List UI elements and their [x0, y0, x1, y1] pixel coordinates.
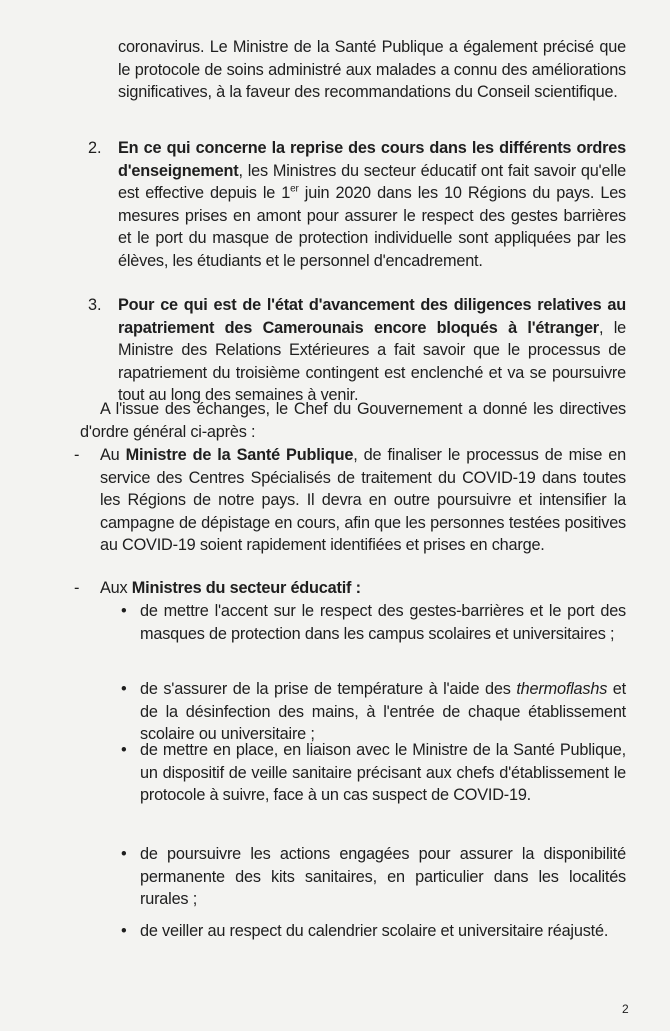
directive-prefix: Au — [100, 446, 126, 464]
bullet-item: de mettre en place, en liaison avec le Ministre de la Santé Publique, un dispositif de veille sanitaire précisant aux chefs d'établissement le protocole à suivre, face à un cas suspect de COVID-19. — [140, 741, 626, 805]
directive-prefix: Aux — [100, 579, 132, 597]
numbered-item-3 — [118, 294, 626, 407]
item-number: 2. — [88, 139, 102, 157]
bullet-text: et de la désinfection des mains, à l'entrée de chaque établissement scolaire ou universitaire ; — [140, 680, 626, 744]
bullet-icon: • — [121, 741, 127, 759]
bullet-icon: • — [121, 602, 127, 620]
bullet-item — [140, 678, 626, 746]
item-heading: En ce qui concerne la reprise des cours dans les différents ordres d'enseignement — [118, 139, 626, 180]
directive-sante — [100, 444, 626, 557]
bullet-item: de poursuivre les actions engagées pour assurer la disponibilité permanente des kits sanitaires, en particulier dans les localités rurales ; — [140, 845, 626, 909]
item-text: , le Ministre des Relations Extérieures a fait savoir que le processus de rapatriement du troisième contingent est enclenché et va se poursuivre tout au long des semaines à venir. — [118, 318, 626, 405]
directive-education — [100, 577, 626, 600]
paragraph-continuation: coronavirus. Le Ministre de la Santé Publique a également précisé que le protocole de soins administré aux malades a connu des améliorations significatives, à la faveur des recommandations du Conseil scientifique. — [118, 38, 626, 102]
item-number: 3. — [88, 296, 102, 314]
item-heading: Pour ce qui est de l'état d'avancement des diligences relatives au rapatriement des Camerounais encore bloqués à l'étranger — [118, 296, 626, 337]
item-text: , les Ministres du secteur éducatif ont fait savoir qu'elle est effective depuis le 1 — [118, 161, 626, 203]
superscript: er — [290, 183, 299, 195]
directive-recipient: Ministres du secteur éducatif : — [131, 579, 361, 597]
bullet-icon: • — [121, 845, 127, 863]
dash-marker: - — [74, 579, 80, 597]
bullet-text: de s'assurer de la prise de température à l'aide des — [140, 680, 517, 698]
intro-paragraph: A l'issue des échanges, le Chef du Gouvernement a donné les directives d'ordre général ci-après : — [80, 400, 626, 441]
page-number: 2 — [622, 1002, 629, 1016]
bullet-icon: • — [121, 680, 127, 698]
dash-marker: - — [74, 446, 80, 464]
directive-recipient: Ministre de la Santé Publique — [125, 446, 354, 464]
bullet-item: de mettre l'accent sur le respect des gestes-barrières et le port des masques de protection dans les campus scolaires et universitaires ; — [140, 602, 626, 643]
directive-text: , de finaliser le processus de mise en service des Centres Spécialisés de traitement du COVID-19 dans toutes les Régions de notre pays. Il devra en outre poursuivre et intensifier la campagne de dépistage en cours, afin que les personnes testées positives au COVID-19 soient rapidement identifiées et prises en charge. — [100, 446, 626, 555]
bullet-icon: • — [121, 922, 127, 940]
bullet-item: de veiller au respect du calendrier scolaire et universitaire réajusté. — [140, 922, 609, 940]
item-text: juin 2020 dans les 10 Régions du pays. Les mesures prises en amont pour assurer le respect des gestes barrières et le port du masque de protection individuelle sont appliquées par les élèves, les étudiants et le personnel d'encadrement. — [118, 184, 626, 270]
numbered-item-2 — [118, 137, 626, 273]
bullet-italic: thermoflashs — [516, 680, 608, 698]
